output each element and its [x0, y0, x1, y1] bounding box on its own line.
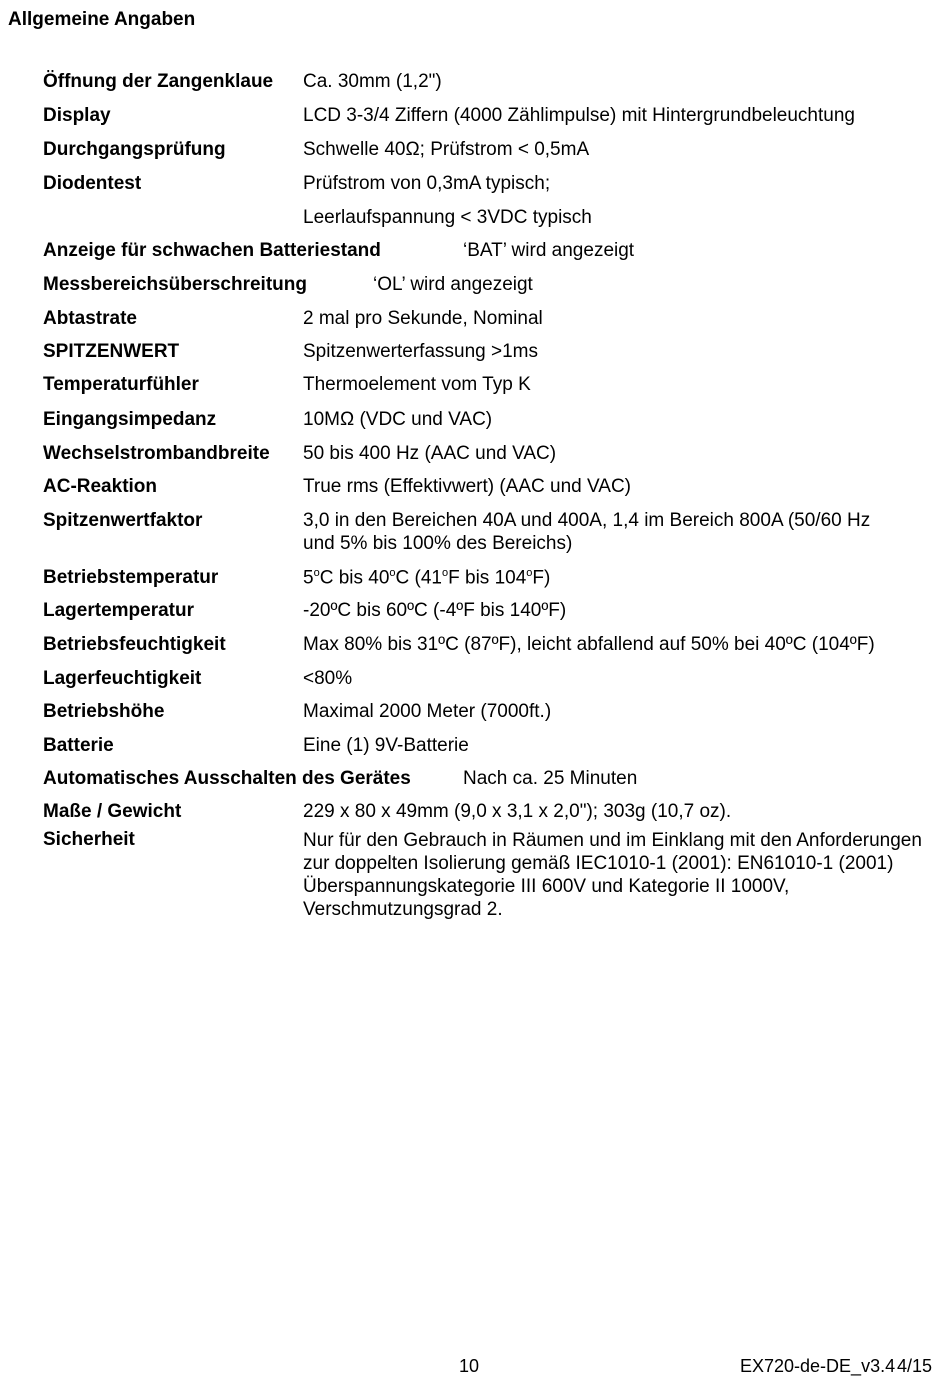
spec-label-crest-factor: Spitzenwertfaktor — [43, 510, 203, 531]
spec-value-safety: Nur für den Gebrauch in Räumen und im Einklang mit den Anforderungen zur doppelten Isolierung gemäß IEC1010-1 (2001): EN61010-1 (2001) Überspannungskategorie III 600V und Kategorie II 1000V, Verschmutzungsgrad 2. — [303, 830, 922, 920]
spec-label-overrange: Messbereichsüberschreitung — [43, 274, 307, 295]
spec-value-low-battery: ‘BAT’ wird angezeigt — [463, 240, 635, 261]
spec-label-input-impedance: Eingangsimpedanz — [43, 409, 217, 430]
spec-value-crest-factor: 3,0 in den Bereichen 40A und 400A, 1,4 im Bereich 800A (50/60 Hz — [303, 510, 871, 531]
spec-value-auto-power-off: Nach ca. 25 Minuten — [463, 768, 638, 789]
spec-value-jaw-opening: Ca. 30mm (1,2") — [303, 71, 442, 92]
spec-label-temp-sensor: Temperaturfühler — [43, 374, 199, 395]
spec-label-sampling-rate: Abtastrate — [43, 308, 137, 329]
spec-value-altitude: Maximal 2000 Meter (7000ft.) — [303, 701, 552, 722]
spec-value-overrange: ‘OL’ wird angezeigt — [373, 274, 533, 295]
spec-value-dimensions-weight: 229 x 80 x 49mm (9,0 x 3,1 x 2,0"); 303g (10,7 oz). — [303, 801, 732, 822]
spec-label-ac-bandwidth: Wechselstrombandbreite — [43, 443, 270, 464]
spec-label-altitude: Betriebshöhe — [43, 701, 165, 722]
spec-label-dimensions-weight: Maße / Gewicht — [43, 801, 182, 822]
spec-value-ac-response: True rms (Effektivwert) (AAC und VAC) — [303, 476, 631, 497]
spec-value-input-impedance: 10MΩ (VDC und VAC) — [303, 409, 493, 430]
document-id: EX720-de-DE_v3.4 — [740, 1356, 896, 1376]
spec-label-storage-temp: Lagertemperatur — [43, 600, 194, 621]
spec-value-peak: Spitzenwerterfassung >1ms — [303, 341, 538, 362]
spec-label-operating-temp: Betriebstemperatur — [43, 567, 219, 588]
spec-label-peak: SPITZENWERT — [43, 341, 180, 362]
spec-label-jaw-opening: Öffnung der Zangenklaue — [43, 71, 274, 92]
spec-value-operating-humidity: Max 80% bis 31ºC (87ºF), leicht abfallend auf 50% bei 40ºC (104ºF) — [303, 634, 875, 655]
spec-label-battery: Batterie — [43, 735, 114, 756]
spec-value-continuity: Schwelle 40Ω; Prüfstrom < 0,5mA — [303, 139, 590, 160]
spec-value-battery: Eine (1) 9V-Batterie — [303, 735, 469, 756]
spec-value-storage-temp: -20ºC bis 60ºC (-4ºF bis 140ºF) — [303, 600, 567, 621]
spec-label-continuity: Durchgangsprüfung — [43, 139, 226, 160]
section-heading: Allgemeine Angaben — [8, 9, 196, 30]
spec-label-ac-response: AC-Reaktion — [43, 476, 158, 497]
spec-label-operating-humidity: Betriebsfeuchtigkeit — [43, 634, 226, 655]
spec-value-display: LCD 3-3/4 Ziffern (4000 Zählimpulse) mit Hintergrundbeleuchtung — [303, 105, 855, 126]
spec-value-diode-test-line2: Leerlaufspannung < 3VDC typisch — [303, 207, 592, 228]
spec-value-ac-bandwidth: 50 bis 400 Hz (AAC und VAC) — [303, 443, 557, 464]
spec-value-diode-test: Prüfstrom von 0,3mA typisch; — [303, 173, 551, 194]
spec-label-storage-humidity: Lagerfeuchtigkeit — [43, 668, 202, 689]
page-count: 4/15 — [897, 1356, 933, 1376]
spec-label-safety: Sicherheit — [43, 829, 135, 850]
spec-label-display: Display — [43, 105, 111, 126]
spec-value-operating-temp: 5$^o$C bis 40$^o$C (41$^o$F bis 104$^o$F) — [303, 567, 551, 589]
page-number: 10 — [459, 1356, 480, 1376]
spec-label-diode-test: Diodentest — [43, 173, 142, 194]
spec-label-auto-power-off: Automatisches Ausschalten des Gerätes — [43, 768, 411, 789]
spec-value-temp-sensor: Thermoelement vom Typ K — [303, 374, 531, 395]
spec-label-low-battery: Anzeige für schwachen Batteriestand — [43, 240, 381, 261]
spec-value-sampling-rate: 2 mal pro Sekunde, Nominal — [303, 308, 543, 329]
spec-value-crest-factor-line2: und 5% bis 100% des Bereichs) — [303, 533, 573, 554]
spec-value-storage-humidity: <80% — [303, 668, 353, 689]
